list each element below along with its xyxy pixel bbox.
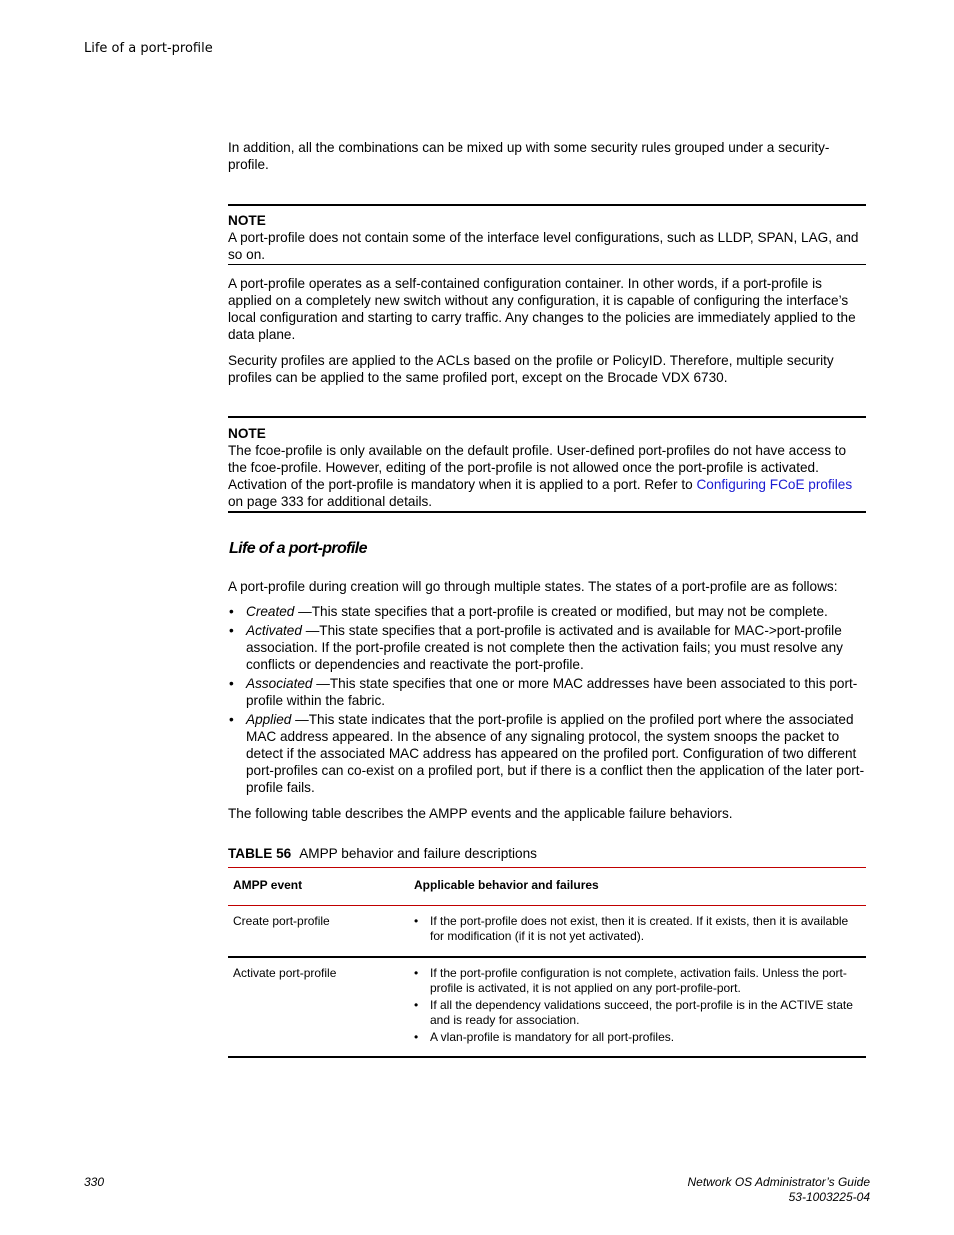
bullet-icon: • xyxy=(229,676,234,691)
state-desc: —This state specifies that a port-profile is created or modified, but may not be complete. xyxy=(294,604,828,619)
column-header-event: AMPP event xyxy=(228,868,409,906)
bullet-icon: • xyxy=(414,965,419,980)
note-heading: NOTE xyxy=(228,426,266,441)
table-header-row xyxy=(228,868,866,906)
intro-paragraph: In addition, all the combinations can be mixed up with some security rules grouped under a security-profile. xyxy=(228,140,830,172)
bullet-icon: • xyxy=(414,997,419,1012)
list-item xyxy=(228,622,866,673)
table-intro: The following table describes the AMPP events and the applicable failure behaviors. xyxy=(228,806,733,821)
bullet-icon: • xyxy=(229,623,234,638)
section-heading: Life of a port-profile xyxy=(229,540,367,557)
section-intro: A port-profile during creation will go through multiple states. The states of a port-profile are as follows: xyxy=(228,579,838,594)
bullet-icon: • xyxy=(414,1029,419,1044)
body-paragraph: A port-profile operates as a self-contained configuration container. In other words, if a port-profile is applied on a completely new switch without any configuration, it is capable of configuring the interface’s local configuration and starting to carry traffic. Any changes to the policies are immediately applied to the data plane. xyxy=(228,276,856,342)
note-heading: NOTE xyxy=(228,213,266,228)
table-row xyxy=(228,905,866,957)
note-text-part: The fcoe-profile is only available on the default profile. User-defined port-profiles do not have access to the fcoe-profile. However, editing of the port-profile is not allowed once the port-profile is activated. Activation of the port-profile is mandatory when it is applied to a port. Refer to xyxy=(228,443,847,492)
behavior-cell xyxy=(409,957,866,1058)
list-item xyxy=(414,1030,862,1046)
bullet-icon: • xyxy=(414,913,419,928)
column-header-behavior: Applicable behavior and failures xyxy=(409,868,866,906)
note-top-rule xyxy=(228,204,866,206)
configuring-fcoe-link[interactable]: Configuring FCoE profiles xyxy=(696,477,853,492)
doc-title: Network OS Administrator’s Guide xyxy=(687,1175,870,1189)
state-term: Activated xyxy=(246,623,302,638)
note-text xyxy=(228,442,864,510)
running-header: Life of a port-profile xyxy=(84,41,213,56)
list-item xyxy=(228,711,866,796)
note-text-part: on page 333 for additional details. xyxy=(228,494,433,509)
behavior-cell xyxy=(409,905,866,957)
behavior-list xyxy=(414,914,862,945)
behavior-text: If the port-profile does not exist, then it is created. If it exists, then it is available for modification (if it is not yet activated). xyxy=(430,913,849,943)
body-paragraph: Security profiles are applied to the ACLs based on the profile or PolicyID. Therefore, multiple security profiles can be applied to the same profiled port, except on the Brocade VDX 6730. xyxy=(228,353,834,385)
note-bottom-rule xyxy=(228,264,866,265)
list-item xyxy=(414,998,862,1029)
note-text: A port-profile does not contain some of the interface level configurations, such as LLDP, SPAN, LAG, and so on. xyxy=(228,230,859,262)
table-title: AMPP behavior and failure descriptions xyxy=(299,846,537,861)
list-item xyxy=(228,603,866,620)
list-item xyxy=(414,966,862,997)
footer-doc-info xyxy=(687,1175,870,1205)
event-cell: Create port-profile xyxy=(228,905,409,957)
behavior-text: A vlan-profile is mandatory for all port-profiles. xyxy=(430,1029,675,1044)
state-term: Applied xyxy=(246,712,292,727)
behavior-text: If all the dependency validations succeed, the port-profile is in the ACTIVE state and is ready for association. xyxy=(430,997,853,1027)
state-desc: —This state indicates that the port-profile is applied on the profiled port where the associated MAC address appeared. In the absence of any signaling protocol, the system snoops the packet to detect if the associated MAC address has appeared on the profiled port. Configuration of two different port-profiles can co-exist on a profiled port, but if there is a conflict then the application of the later port-profile fails. xyxy=(246,712,865,795)
doc-number: 53-1003225-04 xyxy=(788,1190,870,1204)
state-desc: —This state specifies that one or more MAC addresses have been associated to this port-profile within the fabric. xyxy=(246,676,858,708)
state-term: Associated xyxy=(246,676,313,691)
table-caption xyxy=(228,845,537,862)
note-bottom-rule xyxy=(228,511,866,513)
page-number: 330 xyxy=(84,1175,105,1189)
behavior-list xyxy=(414,966,862,1046)
event-cell: Activate port-profile xyxy=(228,957,409,1058)
note-top-rule xyxy=(228,416,866,418)
list-item xyxy=(228,675,866,709)
bullet-icon: • xyxy=(229,712,234,727)
note-box-2 xyxy=(228,425,864,510)
table-row xyxy=(228,957,866,1058)
behavior-text: If the port-profile configuration is not complete, activation fails. Unless the port-profile is activated, it is not applied on any port-profile-port. xyxy=(430,965,847,995)
ampp-table xyxy=(228,867,866,1058)
bullet-icon: • xyxy=(229,604,234,619)
state-term: Created xyxy=(246,604,295,619)
state-desc: —This state specifies that a port-profile is activated and is available for MAC->port-profile association. If the port-profile created is not complete then the activation fails; you must resolve any conflicts or dependencies and reactivate the port-profile. xyxy=(246,623,843,672)
table-label: TABLE 56 xyxy=(228,846,292,861)
state-list xyxy=(228,603,866,798)
note-box-1 xyxy=(228,212,864,263)
list-item xyxy=(414,914,862,945)
